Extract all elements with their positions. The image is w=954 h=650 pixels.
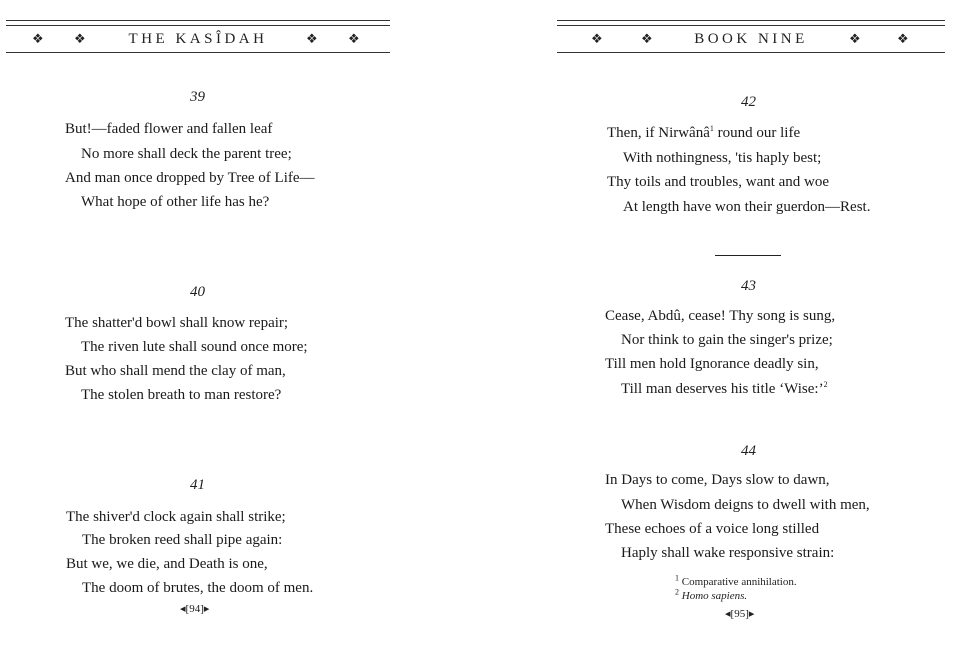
header-title: THE KASÎDAH xyxy=(128,30,268,47)
running-header xyxy=(557,20,945,53)
stanza-number: 42 xyxy=(741,94,756,110)
verse-line: Cease, Abdû, cease! Thy song is sung, xyxy=(605,308,836,324)
verse-line: But who shall mend the clay of man, xyxy=(65,363,286,379)
verse-line: Thy toils and troubles, want and woe xyxy=(607,174,830,190)
folio-bracket-close: ]▸ xyxy=(200,603,210,615)
folio-bracket-close: ]▸ xyxy=(745,608,755,620)
verse-line: The riven lute shall sound once more; xyxy=(81,339,308,355)
stanza-number: 41 xyxy=(190,477,205,493)
folio-bracket-open: ◂[ xyxy=(180,603,190,615)
footnote: $^2$ Homo sapiens. xyxy=(675,587,748,602)
fleuron-icon: ❖ xyxy=(641,31,653,46)
verse-line: With nothingness, 'tis haply best; xyxy=(623,150,822,166)
verse-line: But!—faded flower and fallen leaf xyxy=(65,121,273,137)
right-page xyxy=(477,0,954,650)
verse-line: These echoes of a voice long stilled xyxy=(605,521,820,537)
header-title: BOOK NINE xyxy=(694,30,808,47)
footnote: $^1$ Comparative annihilation. xyxy=(675,573,797,588)
verse-line: And man once dropped by Tree of Life— xyxy=(65,170,315,186)
page-number: ◂[94]▸ xyxy=(180,603,210,615)
stanza-number: 39 xyxy=(190,89,205,105)
stanza-number: 40 xyxy=(190,284,205,300)
fleuron-icon: ❖ xyxy=(306,31,318,46)
verse-line: Then, if Nirwânâ$^1$ round our life xyxy=(607,124,801,141)
fleuron-icon: ❖ xyxy=(591,31,603,46)
verse-line: In Days to come, Days slow to dawn, xyxy=(605,472,830,488)
fleuron-icon: ❖ xyxy=(32,31,44,46)
page-number: ◂[95]▸ xyxy=(725,608,755,620)
verse-line: The shatter'd bowl shall know repair; xyxy=(65,315,289,331)
header-rule-bottom xyxy=(557,52,945,53)
verse-line: Till men hold Ignorance deadly sin, xyxy=(605,356,819,372)
stanza-number: 44 xyxy=(741,443,756,459)
fleuron-icon: ❖ xyxy=(849,31,861,46)
running-header xyxy=(6,20,390,53)
verse-line: The shiver'd clock again shall strike; xyxy=(66,509,286,525)
footnote-marker: 2 xyxy=(823,380,828,389)
verse-line: But we, we die, and Death is one, xyxy=(66,556,268,572)
verse-line: At length have won their guerdon—Rest. xyxy=(623,199,871,215)
verse-line: Haply shall wake responsive strain: xyxy=(621,545,835,561)
fleuron-icon: ❖ xyxy=(74,31,86,46)
verse-line: Till man deserves his title ‘Wise:’$^2$ xyxy=(621,380,828,397)
verse-line: What hope of other life has he? xyxy=(81,194,270,210)
verse-line: The stolen breath to man restore? xyxy=(81,387,282,403)
verse-line: The broken reed shall pipe again: xyxy=(82,532,283,548)
verse-line: When Wisdom deigns to dwell with men, xyxy=(621,497,870,513)
footnote-marker: 1 xyxy=(709,124,714,133)
stanza-number: 43 xyxy=(741,278,756,294)
section-divider xyxy=(715,255,781,256)
fleuron-icon: ❖ xyxy=(897,31,909,46)
verse-line: Nor think to gain the singer's prize; xyxy=(621,332,833,348)
verse-line: No more shall deck the parent tree; xyxy=(81,146,292,162)
folio-bracket-open: ◂[ xyxy=(725,608,735,620)
header-rule-bottom xyxy=(6,52,390,53)
verse-line: The doom of brutes, the doom of men. xyxy=(82,580,314,596)
fleuron-icon: ❖ xyxy=(348,31,360,46)
